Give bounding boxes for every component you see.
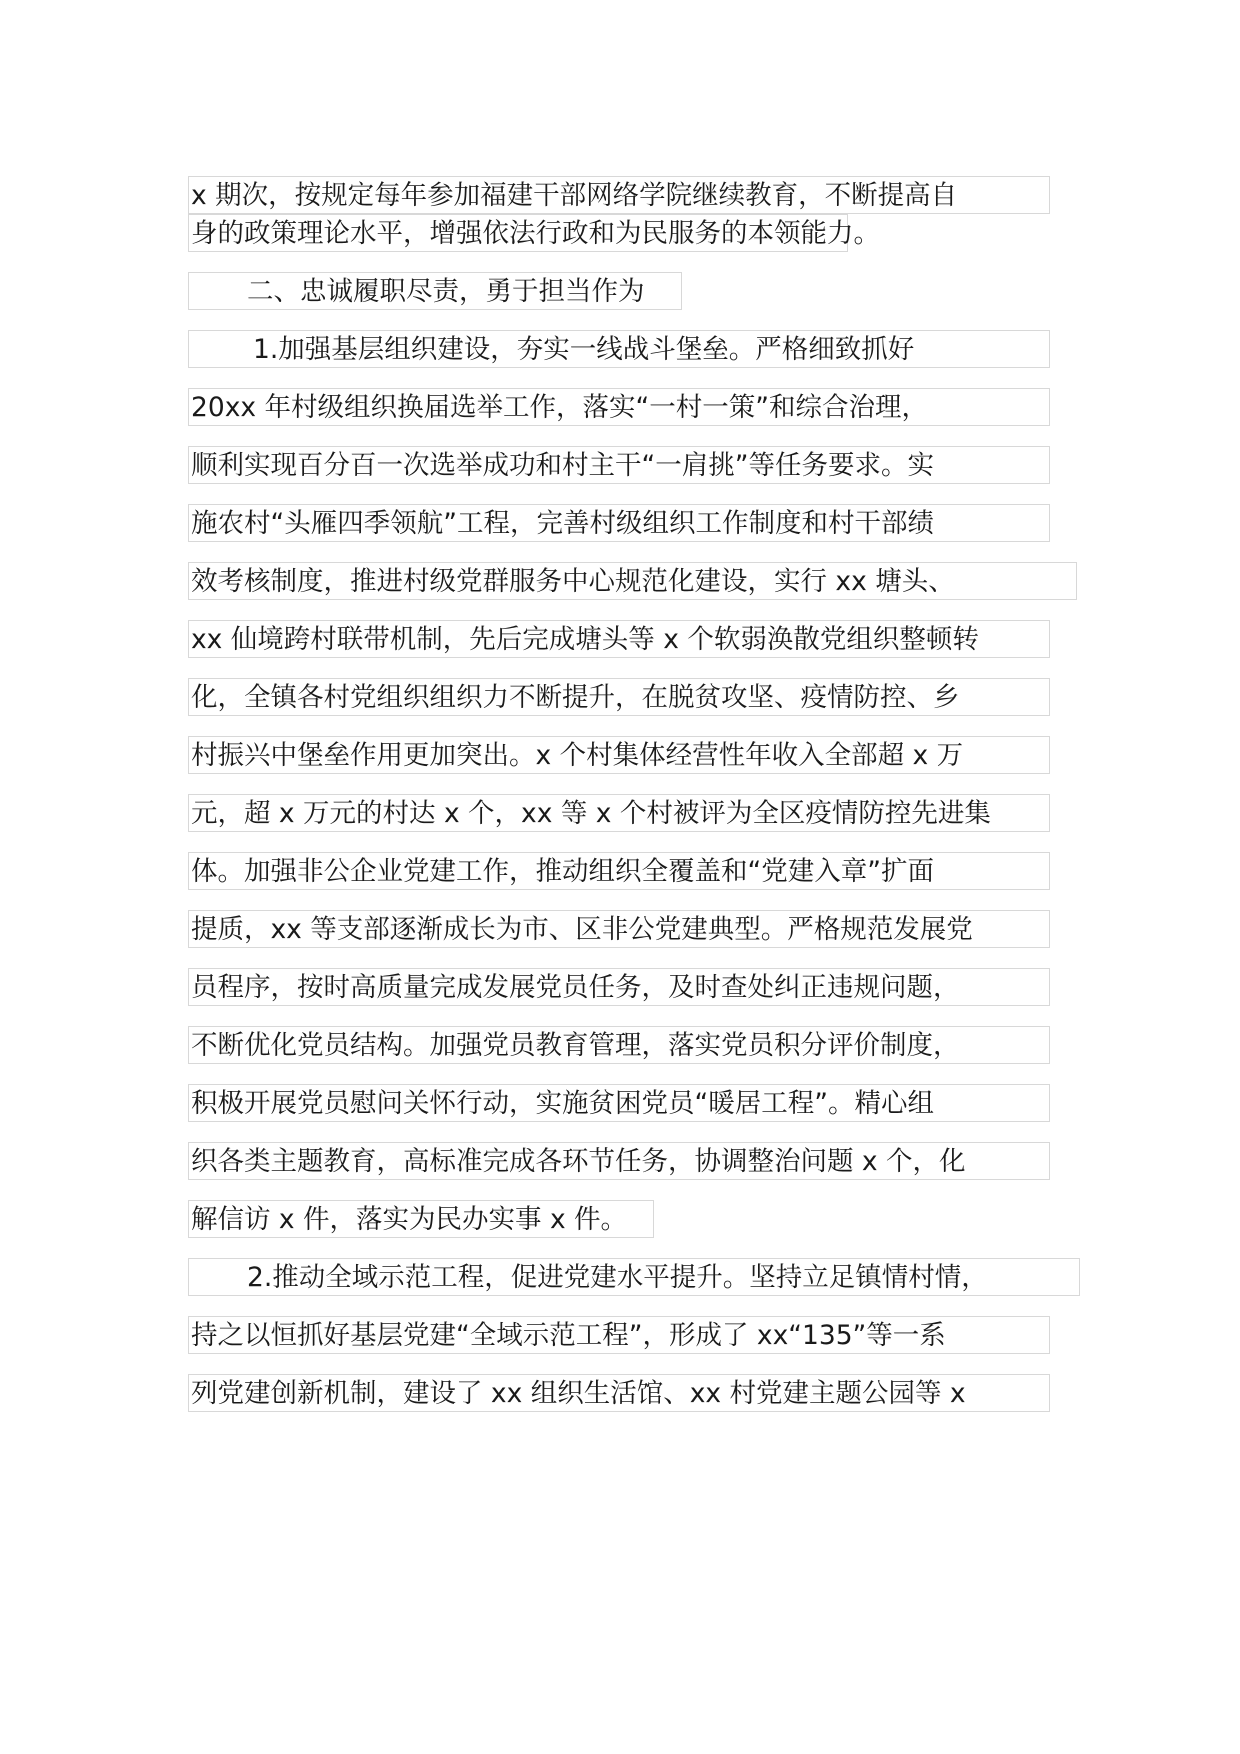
- text-line: 提质，xx 等支部逐渐成长为市、区非公党建典型。严格规范发展党: [188, 910, 1050, 948]
- text-line: 顺利实现百分百一次选举成功和村主干“一肩挑”等任务要求。实: [188, 446, 1050, 484]
- text-line: 体。加强非公企业党建工作，推动组织全覆盖和“党建入章”扩面: [188, 852, 1050, 890]
- text-line: 身的政策理论水平，增强依法行政和为民服务的本领能力。: [188, 214, 848, 252]
- text-line: x 期次，按规定每年参加福建干部网络学院继续教育，不断提高自: [188, 176, 1050, 214]
- text-line: 元，超 x 万元的村达 x 个，xx 等 x 个村被评为全区疫情防控先进集: [188, 794, 1050, 832]
- text-line: 村振兴中堡垒作用更加突出。x 个村集体经营性年收入全部超 x 万: [188, 736, 1050, 774]
- text-line: 化，全镇各村党组织组织力不断提升，在脱贫攻坚、疫情防控、乡: [188, 678, 1050, 716]
- text-line: 员程序，按时高质量完成发展党员任务，及时查处纠正违规问题，: [188, 968, 1050, 1006]
- text-line: 积极开展党员慰问关怀行动，实施贫困党员“暖居工程”。精心组: [188, 1084, 1050, 1122]
- text-line: 20xx 年村级组织换届选举工作，落实“一村一策”和综合治理，: [188, 388, 1050, 426]
- text-line: xx 仙境跨村联带机制，先后完成塘头等 x 个软弱涣散党组织整顿转: [188, 620, 1050, 658]
- text-line: 织各类主题教育，高标准完成各环节任务，协调整治问题 x 个，化: [188, 1142, 1050, 1180]
- text-line: 不断优化党员结构。加强党员教育管理，落实党员积分评价制度，: [188, 1026, 1050, 1064]
- paragraph-heading: 1.加强基层组织建设，夯实一线战斗堡垒。严格细致抓好: [188, 330, 1050, 368]
- text-line: 效考核制度，推进村级党群服务中心规范化建设，实行 xx 塘头、: [188, 562, 1077, 600]
- paragraph-heading: 2.推动全域示范工程，促进党建水平提升。坚持立足镇情村情，: [188, 1258, 1080, 1296]
- text-line: 持之以恒抓好基层党建“全域示范工程”，形成了 xx“135”等一系: [188, 1316, 1050, 1354]
- section-heading: 二、忠诚履职尽责，勇于担当作为: [188, 272, 682, 310]
- text-line: 列党建创新机制，建设了 xx 组织生活馆、xx 村党建主题公园等 x: [188, 1374, 1050, 1412]
- text-line: 施农村“头雁四季领航”工程，完善村级组织工作制度和村干部绩: [188, 504, 1050, 542]
- text-line: 解信访 x 件，落实为民办实事 x 件。: [188, 1200, 654, 1238]
